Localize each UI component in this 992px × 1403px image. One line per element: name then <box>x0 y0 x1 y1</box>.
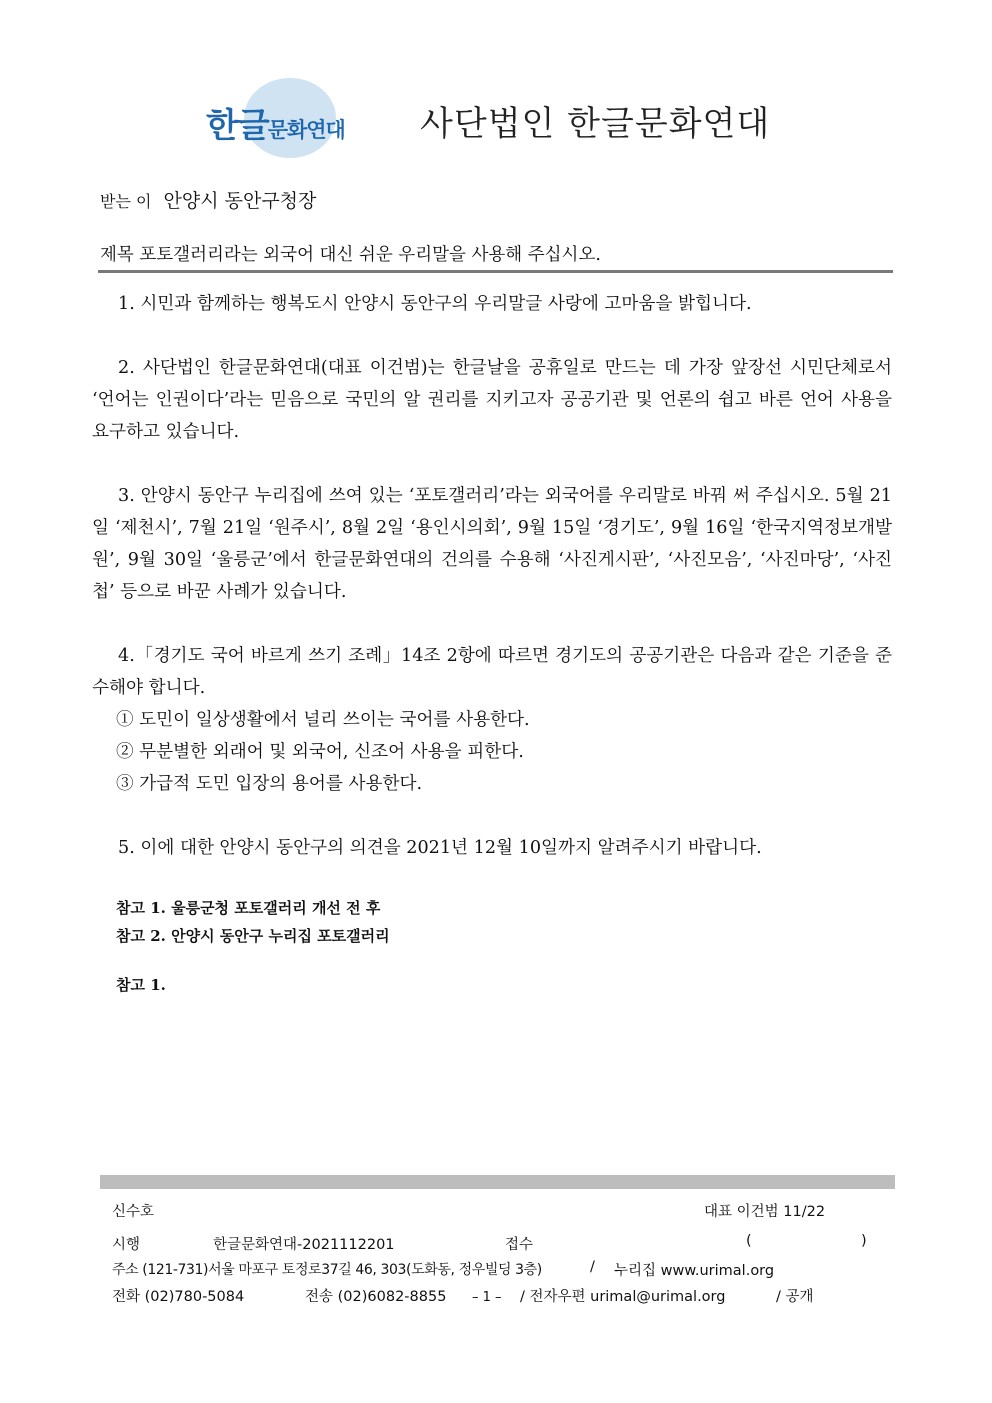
org-logo <box>206 98 345 147</box>
fax: 전송 (02)6082-8855 <box>305 1289 447 1305</box>
recipient-value: 안양시 동안구청장 <box>163 190 317 212</box>
list-item: ② 무분별한 외래어 및 외국어, 신조어 사용을 피한다. <box>116 742 524 762</box>
logo-text-large: 한글 <box>206 106 268 146</box>
letter-body <box>92 288 892 896</box>
paragraph-3: 3. 안양시 동안구 누리집에 쓰여 있는 ‘포토갤러리’라는 외국어를 우리말로 바꿔 써 주십시오. 5월 21일 ‘제천시’, 7월 21일 ‘원주시’, 8월 2일 ‘용인시의회’, 9월 15일 ‘경기도’, 9월 16일 ‘한국지역정보개발원’, 9월 30일 ‘울릉군’에서 한글문화연대의 건의를 수용해 ‘사진게시판’, ‘사진모음’, ‘사진마당’, ‘사진첩’ 등으로 바꾼 사례가 있습니다. <box>92 486 892 602</box>
paragraph-2: 2. 사단법인 한글문화연대(대표 이건범)는 한글날을 공휴일로 만드는 데 가장 앞장선 시민단체로서 ‘언어는 인권이다’라는 믿음으로 국민의 알 권리를 지키고자 공공기관 및 언론의 쉽고 바른 언어 사용을 요구하고 있습니다. <box>92 358 892 442</box>
receive-paren-close: ) <box>861 1233 867 1249</box>
sender-label: 신수호 <box>112 1204 155 1220</box>
paragraph-5: 5. 이에 대한 안양시 동안구의 의견을 2021년 12월 10일까지 알려주시기 바랍니다. <box>118 838 762 858</box>
reference-list <box>116 894 390 950</box>
footer-separator: / <box>590 1259 595 1275</box>
homepage-link[interactable]: 누리집 www.urimal.org <box>614 1263 775 1279</box>
reference-item: 참고 2. 안양시 동안구 누리집 포토갤러리 <box>116 927 390 945</box>
header-divider <box>98 270 893 273</box>
page-number: – 1 – <box>472 1290 502 1305</box>
paragraph-1: 1. 시민과 함께하는 행복도시 안양시 동안구의 우리말글 사랑에 고마움을 밝힙니다. <box>118 294 752 314</box>
paragraph-4: 4.「경기도 국어 바르게 쓰기 조례」14조 2항에 따르면 경기도의 공공기관은 다음과 같은 기준을 준수해야 합니다. <box>92 646 892 698</box>
list-item: ③ 가급적 도민 입장의 용어를 사용한다. <box>116 774 423 794</box>
receive-label: 접수 <box>505 1237 534 1253</box>
reference-heading: 참고 1. <box>116 976 166 994</box>
address: 주소 (121-731)서울 마포구 토정로37길 46, 303(도화동, 정우빌딩 3층) <box>112 1262 542 1278</box>
subject-line: 제목 포토갤러리라는 외국어 대신 쉬운 우리말을 사용해 주십시오. <box>100 245 601 265</box>
logo-text-small: 문화연대 <box>267 118 345 142</box>
document-number: 한글문화연대-2021112201 <box>213 1237 395 1253</box>
list-item: ① 도민이 일상생활에서 널리 쓰이는 국어를 사용한다. <box>116 710 530 730</box>
receive-paren-open: ( <box>746 1233 752 1249</box>
recipient-line <box>100 186 316 213</box>
public-label: / 공개 <box>776 1289 814 1305</box>
email[interactable]: / 전자우편 urimal@urimal.org <box>520 1289 726 1305</box>
representative: 대표 이건범 11/22 <box>704 1204 826 1220</box>
phone: 전화 (02)780-5084 <box>112 1289 245 1305</box>
org-title: 사단법인 한글문화연대 <box>420 104 771 144</box>
enforce-label: 시행 <box>112 1237 141 1253</box>
footer-bar <box>100 1175 895 1189</box>
reference-item: 참고 1. 울릉군청 포토갤러리 개선 전 후 <box>116 899 381 917</box>
recipient-label: 받는 이 <box>100 192 152 211</box>
